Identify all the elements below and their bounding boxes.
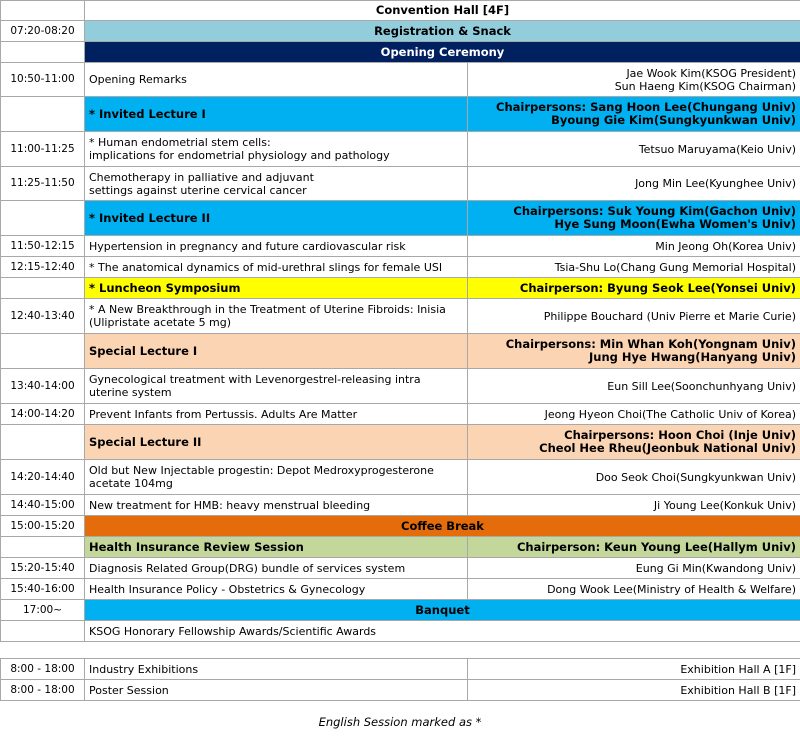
table-row (1, 404, 800, 425)
table-row (1, 257, 800, 278)
title-line: * Human endometrial stem cells: (89, 136, 271, 149)
table-row (1, 579, 800, 600)
section-row (1, 537, 800, 558)
table-row (1, 659, 800, 680)
banquet-row (1, 600, 800, 621)
section-row (1, 97, 800, 132)
table-row (1, 680, 800, 701)
title-line: settings against uterine cervical cancer (89, 183, 307, 197)
session-title: Prevent Infants from Pertussis. Adults Are Matter (85, 404, 468, 425)
time-cell: 12:15-12:40 (1, 257, 85, 278)
session-title (85, 132, 468, 167)
chairperson: Chairperson: Keun Young Lee(Hallym Univ) (468, 537, 800, 558)
opening-ceremony-label: Opening Ceremony (85, 42, 800, 63)
exhibit-title: Poster Session (85, 680, 468, 701)
session-title (85, 460, 468, 495)
registration-label: Registration & Snack (85, 21, 800, 42)
speaker-cell (468, 63, 800, 97)
chairperson: Cheol Hee Rheu(Jeonbuk National Univ) (539, 441, 796, 455)
exhibits-table (0, 658, 800, 701)
session-title: Hypertension in pregnancy and future cardiovascular risk (85, 236, 468, 257)
banquet-label: Banquet (85, 600, 800, 621)
time-cell: 10:50-11:00 (1, 63, 85, 97)
chairperson: Chairpersons: Hoon Choi (Inje Univ) (564, 428, 796, 442)
session-title: Diagnosis Related Group(DRG) bundle of services system (85, 558, 468, 579)
speaker-name: Sun Haeng Kim(KSOG Chairman) (614, 79, 796, 93)
chairperson: Chairpersons: Sang Hoon Lee(Chungang Univ) (496, 100, 796, 114)
time-cell: 15:20-15:40 (1, 558, 85, 579)
time-cell: 15:40-16:00 (1, 579, 85, 600)
session-title: New treatment for HMB: heavy menstrual bleeding (85, 495, 468, 516)
speaker-name: Doo Seok Choi(Sungkyunkwan Univ) (468, 460, 800, 495)
section-row (1, 334, 800, 369)
chairperson: Hye Sung Moon(Ewha Women's Univ) (554, 217, 796, 231)
time-cell: 14:40-15:00 (1, 495, 85, 516)
title-line: acetate 104mg (89, 477, 173, 490)
speaker-name: Jae Wook Kim(KSOG President) (626, 66, 796, 80)
section-title: * Luncheon Symposium (85, 278, 468, 299)
speaker-name: Jong Min Lee(Kyunghee Univ) (468, 167, 800, 201)
chairperson: Jung Hye Hwang(Hanyang Univ) (589, 350, 796, 364)
section-title: Special Lecture II (85, 425, 468, 460)
time-cell: 14:20-14:40 (1, 460, 85, 495)
exhibit-place: Exhibition Hall A [1F] (468, 659, 800, 680)
chairpersons-cell (468, 334, 800, 369)
session-title (85, 369, 468, 404)
exhibit-place: Exhibition Hall B [1F] (468, 680, 800, 701)
time-cell: 8:00 - 18:00 (1, 659, 85, 680)
time-cell: 14:00-14:20 (1, 404, 85, 425)
title-line: (Ulipristate acetate 5 mg) (89, 316, 232, 329)
exhibit-title: Industry Exhibitions (85, 659, 468, 680)
time-cell: 17:00~ (1, 600, 85, 621)
registration-row (1, 21, 800, 42)
table-row (1, 369, 800, 404)
table-row (1, 63, 800, 97)
coffee-break-row (1, 516, 800, 537)
session-title (85, 167, 468, 201)
session-title: * The anatomical dynamics of mid-urethral slings for female USI (85, 257, 468, 278)
table-row (1, 558, 800, 579)
table-row (1, 236, 800, 257)
title-line: implications for endometrial physiology and pathology (89, 149, 390, 162)
time-cell: 12:40-13:40 (1, 299, 85, 334)
chairpersons-cell (468, 425, 800, 460)
section-title: * Invited Lecture I (85, 97, 468, 132)
speaker-name: Dong Wook Lee(Ministry of Health & Welfare) (468, 579, 800, 600)
time-cell: 11:25-11:50 (1, 167, 85, 201)
chairpersons-cell (468, 201, 800, 236)
chairperson: Byoung Gie Kim(Sungkyunkwan Univ) (551, 113, 796, 127)
section-title: * Invited Lecture II (85, 201, 468, 236)
speaker-name: Philippe Bouchard (Univ Pierre et Marie Curie) (468, 299, 800, 334)
table-row (1, 167, 800, 201)
section-title: Health Insurance Review Session (85, 537, 468, 558)
speaker-name: Ji Young Lee(Konkuk Univ) (468, 495, 800, 516)
chairperson: Chairpersons: Suk Young Kim(Gachon Univ) (513, 204, 796, 218)
title-line: * A New Breakthrough in the Treatment of Uterine Fibroids: Inisia (89, 303, 446, 316)
awards-title: KSOG Honorary Fellowship Awards/Scientific Awards (85, 621, 800, 642)
title-line: Gynecological treatment with Levenorgestrel-releasing intra (89, 373, 421, 386)
speaker-name: Tetsuo Maruyama(Keio Univ) (468, 132, 800, 167)
speaker-name: Tsia-Shu Lo(Chang Gung Memorial Hospital) (468, 257, 800, 278)
speaker-name: Eun Sill Lee(Soonchunhyang Univ) (468, 369, 800, 404)
header-row (1, 1, 800, 21)
opening-ceremony-row (1, 42, 800, 63)
hall-title: Convention Hall [4F] (85, 1, 800, 21)
session-title (85, 299, 468, 334)
speaker-name: Min Jeong Oh(Korea Univ) (468, 236, 800, 257)
section-row (1, 425, 800, 460)
chairperson: Chairperson: Byung Seok Lee(Yonsei Univ) (468, 278, 800, 299)
title-line: Old but New Injectable progestin: Depot Medroxyprogesterone (89, 464, 434, 477)
table-row (1, 460, 800, 495)
table-row (1, 132, 800, 167)
title-line: Chemotherapy in palliative and adjuvant (89, 170, 314, 184)
coffee-break-label: Coffee Break (85, 516, 800, 537)
chairpersons-cell (468, 97, 800, 132)
table-row (1, 621, 800, 642)
title-line: uterine system (89, 386, 172, 399)
chairperson: Chairpersons: Min Whan Koh(Yongnam Univ) (505, 337, 796, 351)
time-cell: 11:50-12:15 (1, 236, 85, 257)
section-title: Special Lecture I (85, 334, 468, 369)
time-cell: 07:20-08:20 (1, 21, 85, 42)
time-cell: 11:00-11:25 (1, 132, 85, 167)
table-row (1, 495, 800, 516)
time-cell: 8:00 - 18:00 (1, 680, 85, 701)
time-cell: 15:00-15:20 (1, 516, 85, 537)
time-cell: 13:40-14:00 (1, 369, 85, 404)
table-row (1, 299, 800, 334)
speaker-name: Jeong Hyeon Choi(The Catholic Univ of Korea) (468, 404, 800, 425)
session-title: Health Insurance Policy - Obstetrics & Gynecology (85, 579, 468, 600)
section-row (1, 201, 800, 236)
english-session-note: English Session marked as * (318, 715, 482, 729)
section-row (1, 278, 800, 299)
speaker-name: Eung Gi Min(Kwandong Univ) (468, 558, 800, 579)
session-title: Opening Remarks (85, 63, 468, 97)
